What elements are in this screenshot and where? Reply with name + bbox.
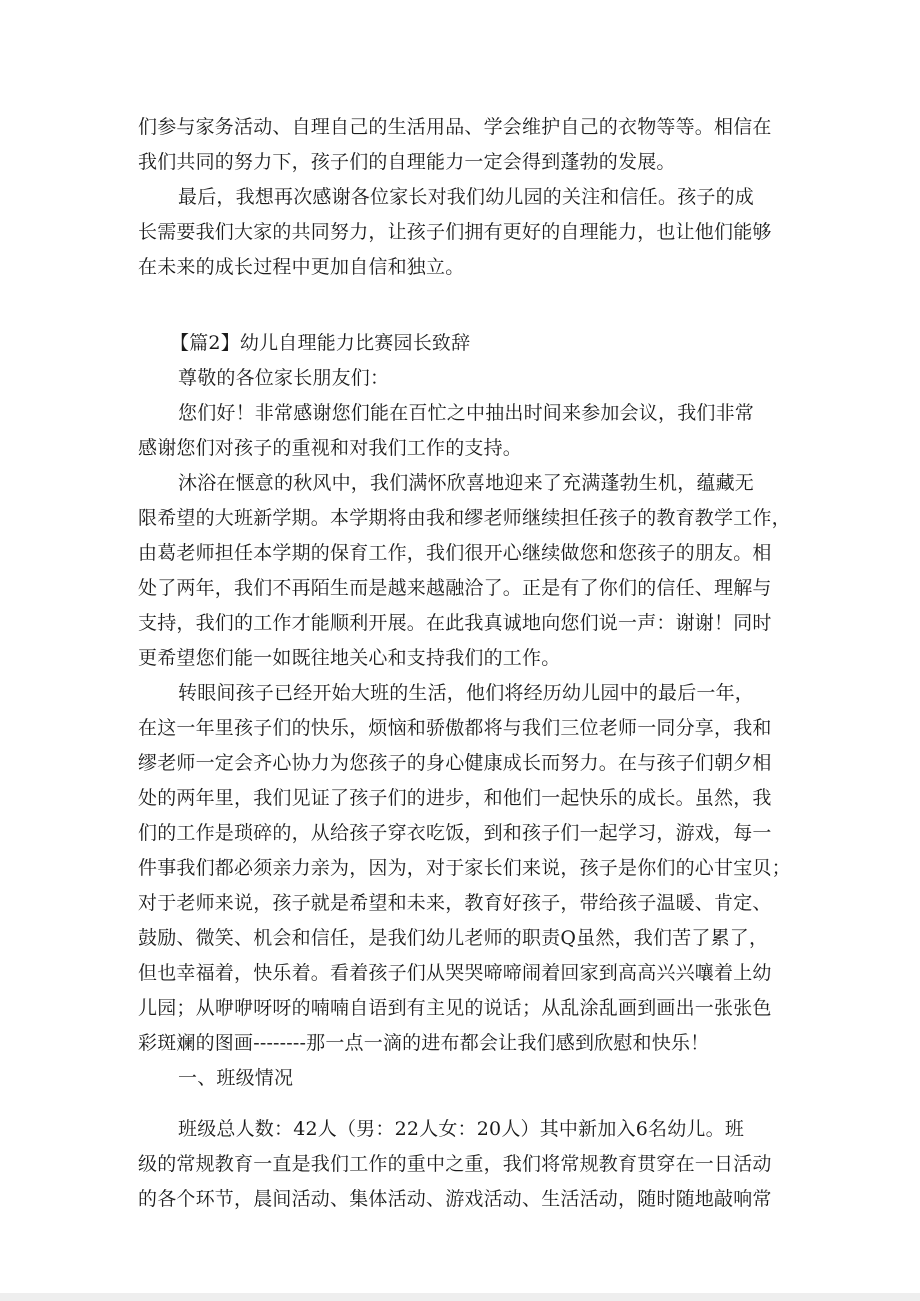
text-line: 儿园；从咿咿呀呀的喃喃自语到有主见的说话；从乱涂乱画到画出一张张色 (138, 997, 772, 1019)
paragraph-closing (138, 188, 798, 277)
text-line: 在未来的成长过程中更加自信和独立。 (138, 256, 465, 278)
text-line: 件事我们都必须亲力亲为，因为，对于家长们来说，孩子是你们的心甘宝贝； (138, 857, 791, 879)
text-line: 们参与家务活动、自理自己的生活用品、学会维护自己的衣物等等。相信在 (138, 116, 772, 138)
section-heading: 一、班级情况 (178, 1067, 294, 1089)
text-line: 更希望您们能一如既往地关心和支持我们的工作。 (138, 647, 561, 669)
salutation: 尊敬的各位家长朋友们： (178, 367, 390, 389)
text-line: 沐浴在惬意的秋风中，我们满怀欣喜地迎来了充满蓬勃生机，蕴藏无 (178, 472, 755, 494)
text-line: 处了两年，我们不再陌生而是越来越融洽了。正是有了你们的信任、理解与 (138, 577, 772, 599)
text-line: 班级总人数：42人（男：22人女：20人）其中新加入6名幼儿。班 (178, 1118, 745, 1140)
text-line: 最后，我想再次感谢各位家长对我们幼儿园的关注和信任。孩子的成 (178, 186, 755, 208)
page-bottom-edge (0, 1293, 920, 1301)
text-line: 您们好！非常感谢您们能在百忙之中抽出时间来参加会议，我们非常 (178, 402, 755, 424)
text-line: 由葛老师担任本学期的保育工作，我们很开心继续做您和您孩子的朋友。相 (138, 542, 772, 564)
text-line: 彩斑斓的图画--------那一点一滴的进布都会让我们感到欣慰和快乐！ (138, 1032, 710, 1054)
text-line: 限希望的大班新学期。本学期将由我和缪老师继续担任孩子的教育教学工作， (138, 507, 791, 529)
text-line: 的各个环节，晨间活动、集体活动、游戏活动、生活活动，随时随地敲响常 (138, 1188, 772, 1210)
document-body (138, 118, 798, 1209)
text-line: 但也幸福着，快乐着。看着孩子们从哭哭啼啼闹着回家到高高兴兴嚷着上幼 (138, 962, 772, 984)
text-line: 处的两年里，我们见证了孩子们的进步，和他们一起快乐的成长。虽然，我 (138, 787, 772, 809)
text-line: 感谢您们对孩子的重视和对我们工作的支持。 (138, 437, 523, 459)
text-line: 们的工作是琐碎的，从给孩子穿衣吃饭，到和孩子们一起学习，游戏，每一 (138, 822, 772, 844)
text-line: 支持，我们的工作才能顺利开展。在此我真诚地向您们说一声：谢谢！同时 (138, 612, 772, 634)
text-line: 转眼间孩子已经开始大班的生活，他们将经历幼儿园中的最后一年， (178, 682, 755, 704)
text-line: 对于老师来说，孩子就是希望和未来，教育好孩子，带给孩子温暖、肯定、 (138, 892, 772, 914)
paragraph-final-year (138, 684, 798, 1053)
paragraph-semester (138, 474, 798, 668)
text-line: 长需要我们大家的共同努力，让孩子们拥有更好的自理能力，也让他们能够 (138, 221, 772, 243)
text-line: 级的常规教育一直是我们工作的重中之重，我们将常规教育贯穿在一日活动 (138, 1153, 772, 1175)
text-line: 我们共同的努力下，孩子们的自理能力一定会得到蓬勃的发展。 (138, 151, 676, 173)
paragraph-top (138, 118, 798, 172)
text-line: 鼓励、微笑、机会和信任，是我们幼儿老师的职责Q虽然，我们苦了累了， (138, 927, 769, 949)
paragraph-greeting (138, 404, 798, 458)
paragraph-class (138, 1120, 798, 1209)
text-line: 缪老师一定会齐心协力为您孩子的身心健康成长而努力。在与孩子们朝夕相 (138, 752, 772, 774)
article-title: 【篇2】幼儿自理能力比赛园长致辞 (170, 332, 471, 354)
text-line: 在这一年里孩子们的快乐，烦恼和骄傲都将与我们三位老师一同分享，我和 (138, 717, 772, 739)
